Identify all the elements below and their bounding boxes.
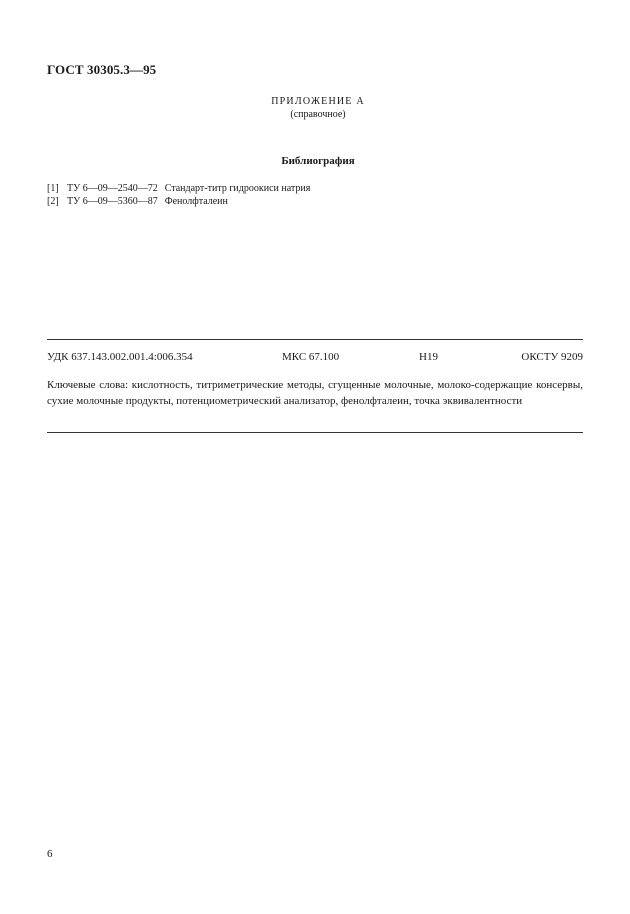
top-divider bbox=[47, 339, 583, 340]
bibliography-item-number: [2] bbox=[47, 196, 59, 207]
bibliography-list bbox=[47, 182, 310, 208]
okstu-code: ОКСТУ 9209 bbox=[521, 351, 583, 363]
keywords-paragraph: Ключевые слова: кислотность, титриметрические методы, сгущенные молочные, молоко-содержащие консервы, сухие молочные продукты, потенциометрический анализатор, фенолфталеин, точка эквивалентности bbox=[47, 379, 583, 407]
bottom-divider bbox=[47, 432, 583, 433]
appendix-title: ПРИЛОЖЕНИЕ А bbox=[271, 96, 365, 107]
bibliography-item bbox=[47, 182, 310, 195]
bibliography-item bbox=[47, 195, 310, 208]
appendix-subtitle: (справочное) bbox=[290, 109, 346, 120]
udk-code: УДК 637.143.002.001.4:006.354 bbox=[47, 351, 193, 363]
bibliography-item-number: [1] bbox=[47, 183, 59, 194]
bibliography-item-code: ТУ 6—09—5360—87 bbox=[67, 196, 158, 207]
page-number: 6 bbox=[47, 848, 53, 860]
bibliography-heading: Библиография bbox=[281, 155, 355, 167]
document-code: ГОСТ 30305.3—95 bbox=[47, 62, 157, 77]
bibliography-item-title: Фенолфталеин bbox=[164, 196, 228, 207]
bibliography-item-title: Стандарт-титр гидроокиси натрия bbox=[164, 183, 311, 194]
group-code: Н19 bbox=[419, 351, 438, 363]
mks-code: МКС 67.100 bbox=[282, 351, 340, 363]
bibliography-item-code: ТУ 6—09—2540—72 bbox=[67, 183, 158, 194]
